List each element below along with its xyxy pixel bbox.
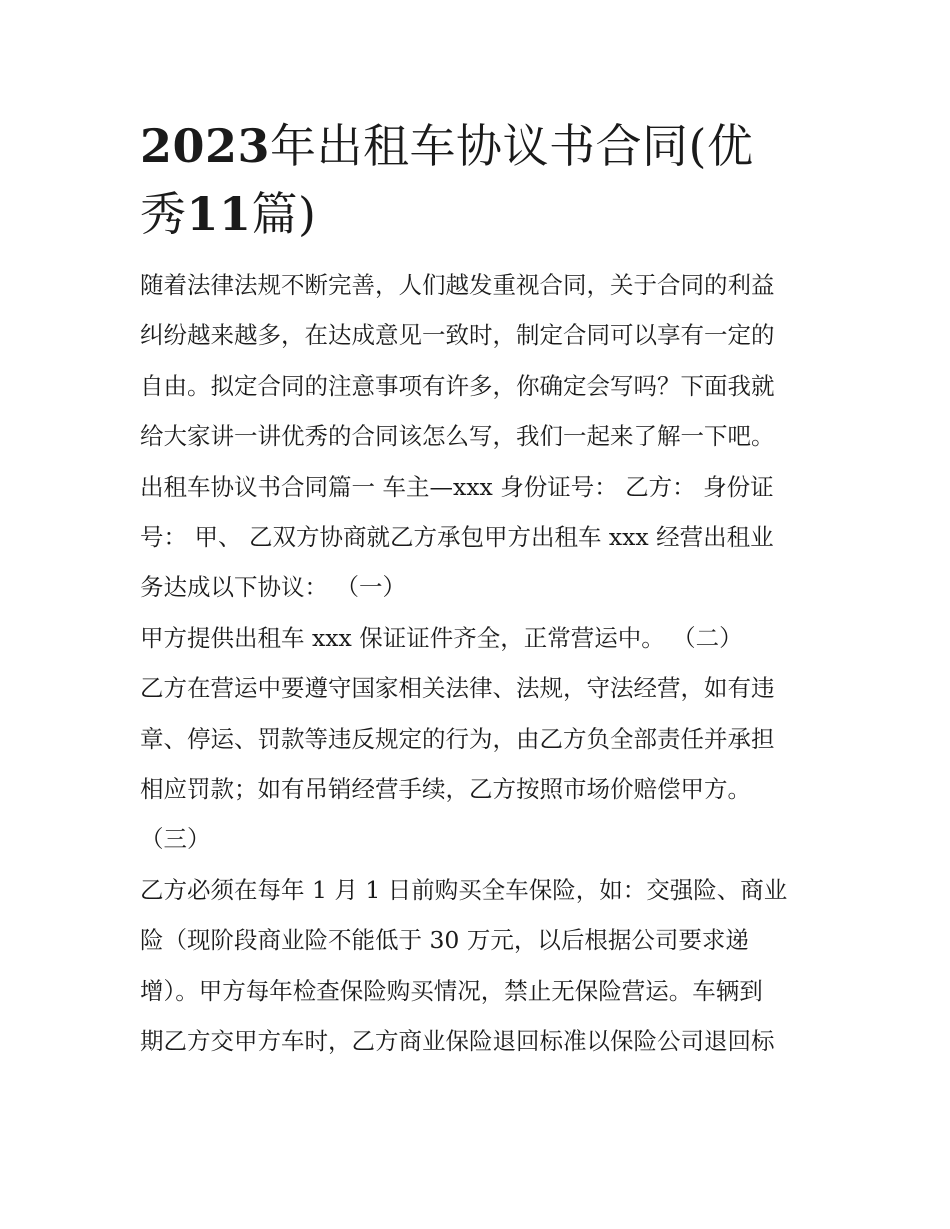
body-line: 号： 甲、 乙双方协商就乙方承包甲方出租车 xxx 经营出租业 [140,523,774,552]
body-line: 自由。拟定合同的注意事项有许多，你确定会写吗？下面我就 [140,371,775,400]
body-line: 随着法律法规不断完善，人们越发重视合同，关于合同的利益 [140,271,775,299]
body-line: 章、停运、罚款等违反规定的行为，由乙方负全部责任并承担 [140,724,775,753]
body-line: 期乙方交甲方车时，乙方商业保险退回标准以保险公司退回标 [140,1027,775,1056]
body-line: 相应罚款；如有吊销经营手续，乙方按照市场价赔偿甲方。 [140,775,751,804]
body-line: 乙方在营运中要遵守国家相关法律、法规，守法经营，如有违 [140,674,775,703]
document-title [140,112,812,248]
body-line: 务达成以下协议： （一） [140,573,406,602]
body-line: 纠纷越来越多，在达成意见一致时，制定合同可以享有一定的 [140,321,775,350]
body-line: 乙方必须在每年 1 月 1 日前购买全车保险，如：交强险、商业 [140,875,788,904]
body-line: 甲方提供出租车 xxx 保证证件齐全，正常营运中。 （二） [140,623,743,652]
body-line: 给大家讲一讲优秀的合同该怎么写，我们一起来了解一下吧。 [140,422,775,451]
body-line: 增）。甲方每年检查保险购买情况，禁止无保险营运。车辆到 [140,976,763,1005]
document-body [140,260,812,1067]
body-line: （三） [140,825,211,854]
document-page [140,112,812,1067]
body-line: 险（现阶段商业险不能低于 30 万元，以后根据公司要求递 [140,926,749,955]
title-line-1: 2023年出租车协议书合同(优 [140,119,754,173]
title-line-2: 秀11篇) [140,187,317,241]
body-line: 出租车协议书合同篇一 车主—xxx 身份证号： 乙方： 身份证 [140,472,774,501]
